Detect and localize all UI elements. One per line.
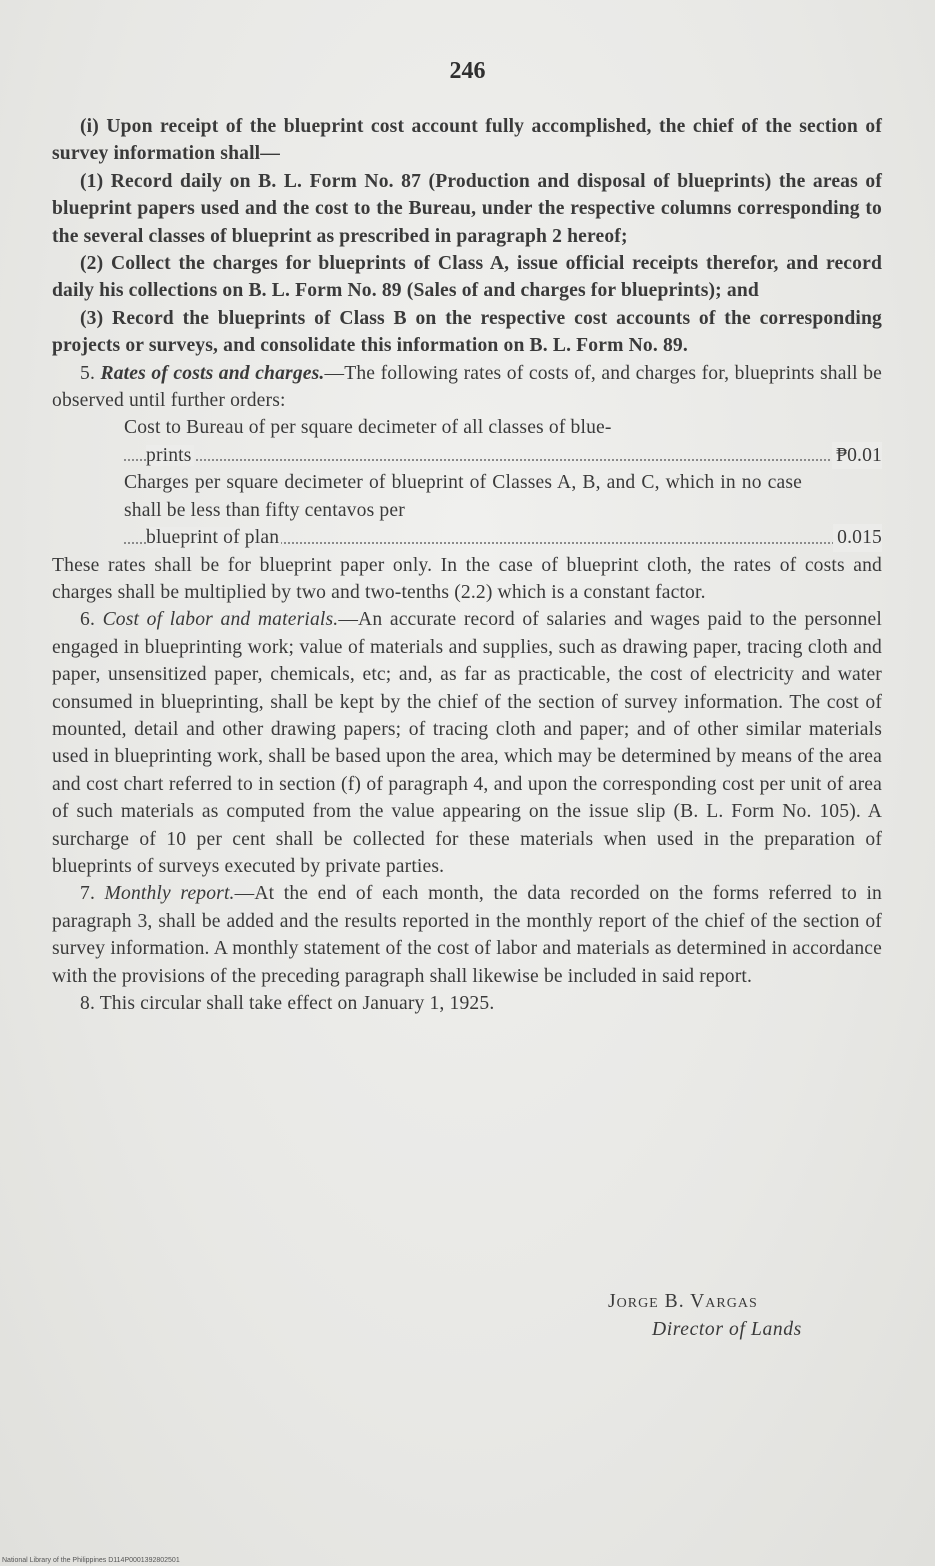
section-5 <box>52 360 882 415</box>
rate-1-description: Cost to Bureau of per square decimeter of all classes of blue- <box>124 417 612 439</box>
section-5-text: —The following rates of costs of, and charges for, blueprints shall be observed until further orders: <box>52 362 882 412</box>
signature-block <box>608 1288 802 1344</box>
paragraph-1: (1) Record daily on B. L. Form No. 87 (Production and disposal of blueprints) the areas of blueprint papers used and the cost to the Bureau, under the respective columns corresponding to the several classes of blueprint as prescribed in paragraph 2 hereof; <box>52 170 882 247</box>
section-6 <box>52 606 882 880</box>
rates-note: These rates shall be for blueprint paper only. In the case of blueprint cloth, the rates of costs and charges shall be multiplied by two and two-tenths (2.2) which is a constant factor. <box>52 554 882 603</box>
signatory-name: Jorge B. Vargas <box>608 1291 758 1312</box>
section-5-title: Rates of costs and charges. <box>100 362 325 384</box>
rate-2-line <box>124 524 882 551</box>
rate-1-label: prints <box>146 444 192 466</box>
body-text <box>52 113 882 1017</box>
section-7-title: Monthly report. <box>104 883 235 905</box>
section-7-number: 7. <box>80 883 95 905</box>
rate-2-description: Charges per square decimeter of blueprint of Classes A, B, and C, which in no case shall be less than fifty centavos per <box>124 472 802 521</box>
rate-1-line <box>124 442 882 469</box>
paragraph-3: (3) Record the blueprints of Class B on the respective cost accounts of the corresponding projects or surveys, and consolidate this information on B. L. Form No. 89. <box>52 307 882 357</box>
section-7-text: —At the end of each month, the data recorded on the forms referred to in paragraph 3, shall be added and the results reported in the monthly report of the chief of the section of survey information. A monthly statement of the cost of labor and materials as determined in accordance with the provisions of the preceding paragraph shall likewise be included in said report. <box>52 883 882 987</box>
signatory-title: Director of Lands <box>652 1319 802 1340</box>
section-6-text: —An accurate record of salaries and wages paid to the personnel engaged in blueprinting work; value of materials and supplies, such as drawing paper, tracing cloth and paper, unsensitized paper, chemicals, etc; and, as far as practicable, the cost of electricity and water consumed in blueprinting, shall be kept by the chief of the section of survey information. The cost of mounted, detail and other drawing papers; of tracing cloth and paper; and of other similar materials used in blueprinting work, shall be based upon the area, which may be determined by means of the area and cost chart referred to in section (f) of paragraph 4, and upon the corresponding cost per unit of area of such materials as computed from the value appearing on the issue slip (B. L. Form No. 105). A surcharge of 10 per cent shall be collected for these materials when used in the preparation of blueprints of surveys executed by private parties. <box>52 609 882 877</box>
paragraph-2: (2) Collect the charges for blueprints of Class A, issue official receipts therefor, and record daily his collections on B. L. Form No. 89 (Sales of and charges for blueprints); and <box>52 253 882 302</box>
section-5-number: 5. <box>80 362 95 384</box>
rate-2-label: blueprint of plan <box>146 527 280 549</box>
rate-2-value: 0.015 <box>833 524 882 551</box>
section-8: 8. This circular shall take effect on January 1, 1925. <box>80 993 495 1014</box>
page-number: 246 <box>449 58 486 84</box>
rate-cost-to-bureau <box>124 414 882 469</box>
section-7 <box>52 880 882 990</box>
section-6-number: 6. <box>80 609 95 631</box>
library-footer: National Library of the Philippines D114P0001392802501 <box>2 1557 180 1564</box>
dot-leader <box>124 459 882 461</box>
rate-charges <box>124 469 882 551</box>
rate-1-value: ₱0.01 <box>832 442 882 469</box>
paragraph-i-lead: (i) Upon receipt of the blueprint cost account fully accomplished, the chief of the section of survey information shall— <box>52 116 882 165</box>
section-6-title: Cost of labor and materials. <box>102 609 339 631</box>
